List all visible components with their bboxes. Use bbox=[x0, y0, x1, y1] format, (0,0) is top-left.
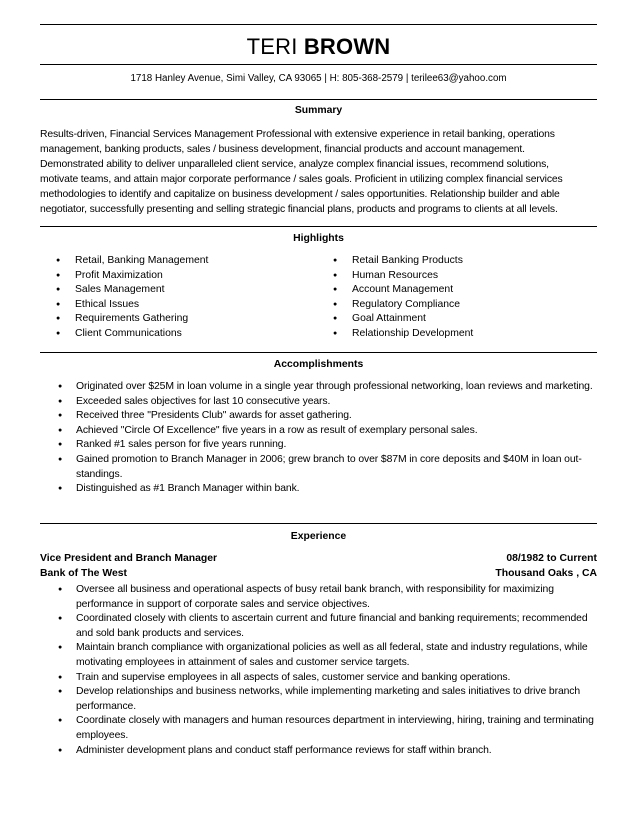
list-item: ● Retail, Banking Management bbox=[52, 254, 208, 269]
job-location: Thousand Oaks , CA bbox=[495, 568, 597, 579]
list-item: ● Maintain branch compliance with organizational policies as well as all federal, state and industry regulations, while motivating employees in attainment of sales and customer service targets. bbox=[40, 641, 597, 670]
summary-line: methodologies to identify and capitalize on business development / sales opportunities. Relationship builder and able bbox=[40, 189, 560, 200]
list-item: ● Ranked #1 sales person for five years running. bbox=[40, 438, 597, 453]
summary-line: motivate teams, and attain major corporate performance / sales goals. Proficient in utilizing complex financial services bbox=[40, 174, 563, 185]
job-duties-list bbox=[40, 583, 597, 758]
list-item: ● Requirements Gathering bbox=[52, 312, 208, 327]
contact-line: 1718 Hanley Avenue, Simi Valley, CA 93065 | H: 805-368-2579 | terilee63@yahoo.com bbox=[130, 73, 507, 84]
list-item: ● Distinguished as #1 Branch Manager within bank. bbox=[40, 482, 597, 497]
list-item: ● Exceeded sales objectives for last 10 consecutive years. bbox=[40, 395, 597, 410]
list-item: ● Ethical Issues bbox=[52, 298, 208, 313]
list-item: ● Regulatory Compliance bbox=[329, 298, 473, 313]
list-item: ● Develop relationships and business networks, while implementing marketing and sales initiatives to drive branch performance. bbox=[40, 685, 597, 714]
list-item: ● Received three "Presidents Club" awards for asset gathering. bbox=[40, 409, 597, 424]
job-company: Bank of The West bbox=[40, 568, 127, 579]
highlights-heading: Highlights bbox=[293, 233, 344, 244]
list-item: ● Achieved "Circle Of Excellence" five years in a row as result of exemplary personal sales. bbox=[40, 424, 597, 439]
summary-line: Results-driven, Financial Services Management Professional with extensive experience in retail banking, operations bbox=[40, 129, 555, 140]
summary-text bbox=[40, 127, 597, 217]
list-item: ● Sales Management bbox=[52, 283, 208, 298]
last-name: BROWN bbox=[303, 34, 391, 59]
first-name: TERI bbox=[246, 34, 298, 59]
list-item: ● Goal Attainment bbox=[329, 312, 473, 327]
experience-heading: Experience bbox=[290, 531, 347, 542]
list-item: ● Relationship Development bbox=[329, 327, 473, 342]
top-rule bbox=[40, 24, 597, 25]
list-item: ● Client Communications bbox=[52, 327, 208, 342]
candidate-name bbox=[40, 34, 597, 60]
experience-rule bbox=[40, 523, 597, 524]
list-item: ● Oversee all business and operational aspects of busy retail bank branch, with responsibility for maximizing performance in support of corporate sales and service objectives. bbox=[40, 583, 597, 612]
summary-rule bbox=[40, 99, 597, 100]
summary-heading: Summary bbox=[294, 105, 343, 116]
job-title-row bbox=[40, 552, 597, 566]
summary-line: negotiator, successfully presenting and selling strategic financial plans, products and programs to clients at all levels. bbox=[40, 204, 558, 215]
list-item: ● Administer development plans and conduct staff performance reviews for staff within branch. bbox=[40, 744, 597, 759]
accomplishments-rule bbox=[40, 352, 597, 353]
list-item: ● Profit Maximization bbox=[52, 269, 208, 284]
summary-line: Demonstrated ability to deliver unparalleled client service, analyze complex financial issues, recommend solutions, bbox=[40, 159, 549, 170]
job-dates: 08/1982 to Current bbox=[506, 553, 597, 564]
highlights-rule bbox=[40, 226, 597, 227]
list-item: ● Account Management bbox=[329, 283, 473, 298]
list-item: ● Coordinate closely with managers and human resources department in interviewing, hiring, training and terminating employees. bbox=[40, 714, 597, 743]
job-position: Vice President and Branch Manager bbox=[40, 553, 218, 564]
list-item: ● Train and supervise employees in all aspects of sales, customer service and banking operations. bbox=[40, 671, 597, 686]
list-item: ● Retail Banking Products bbox=[329, 254, 473, 269]
job-company-row bbox=[40, 567, 597, 581]
accomplishments-heading: Accomplishments bbox=[273, 359, 364, 370]
list-item: ● Gained promotion to Branch Manager in 2006; grew branch to over $87M in core deposits and $40M in loan out-standings. bbox=[40, 453, 597, 482]
highlights-left-list bbox=[52, 254, 208, 342]
highlights-right-list bbox=[329, 254, 473, 342]
accomplishments-list bbox=[40, 380, 597, 497]
list-item: ● Coordinated closely with clients to ascertain current and future financial and banking requirements; recommended and sold bank products and services. bbox=[40, 612, 597, 641]
name-rule bbox=[40, 64, 597, 65]
summary-line: management, banking products, sales / business development, financial products and account management. bbox=[40, 144, 525, 155]
list-item: ● Originated over $25M in loan volume in a single year through professional networking, loan reviews and marketing. bbox=[40, 380, 597, 395]
list-item: ● Human Resources bbox=[329, 269, 473, 284]
